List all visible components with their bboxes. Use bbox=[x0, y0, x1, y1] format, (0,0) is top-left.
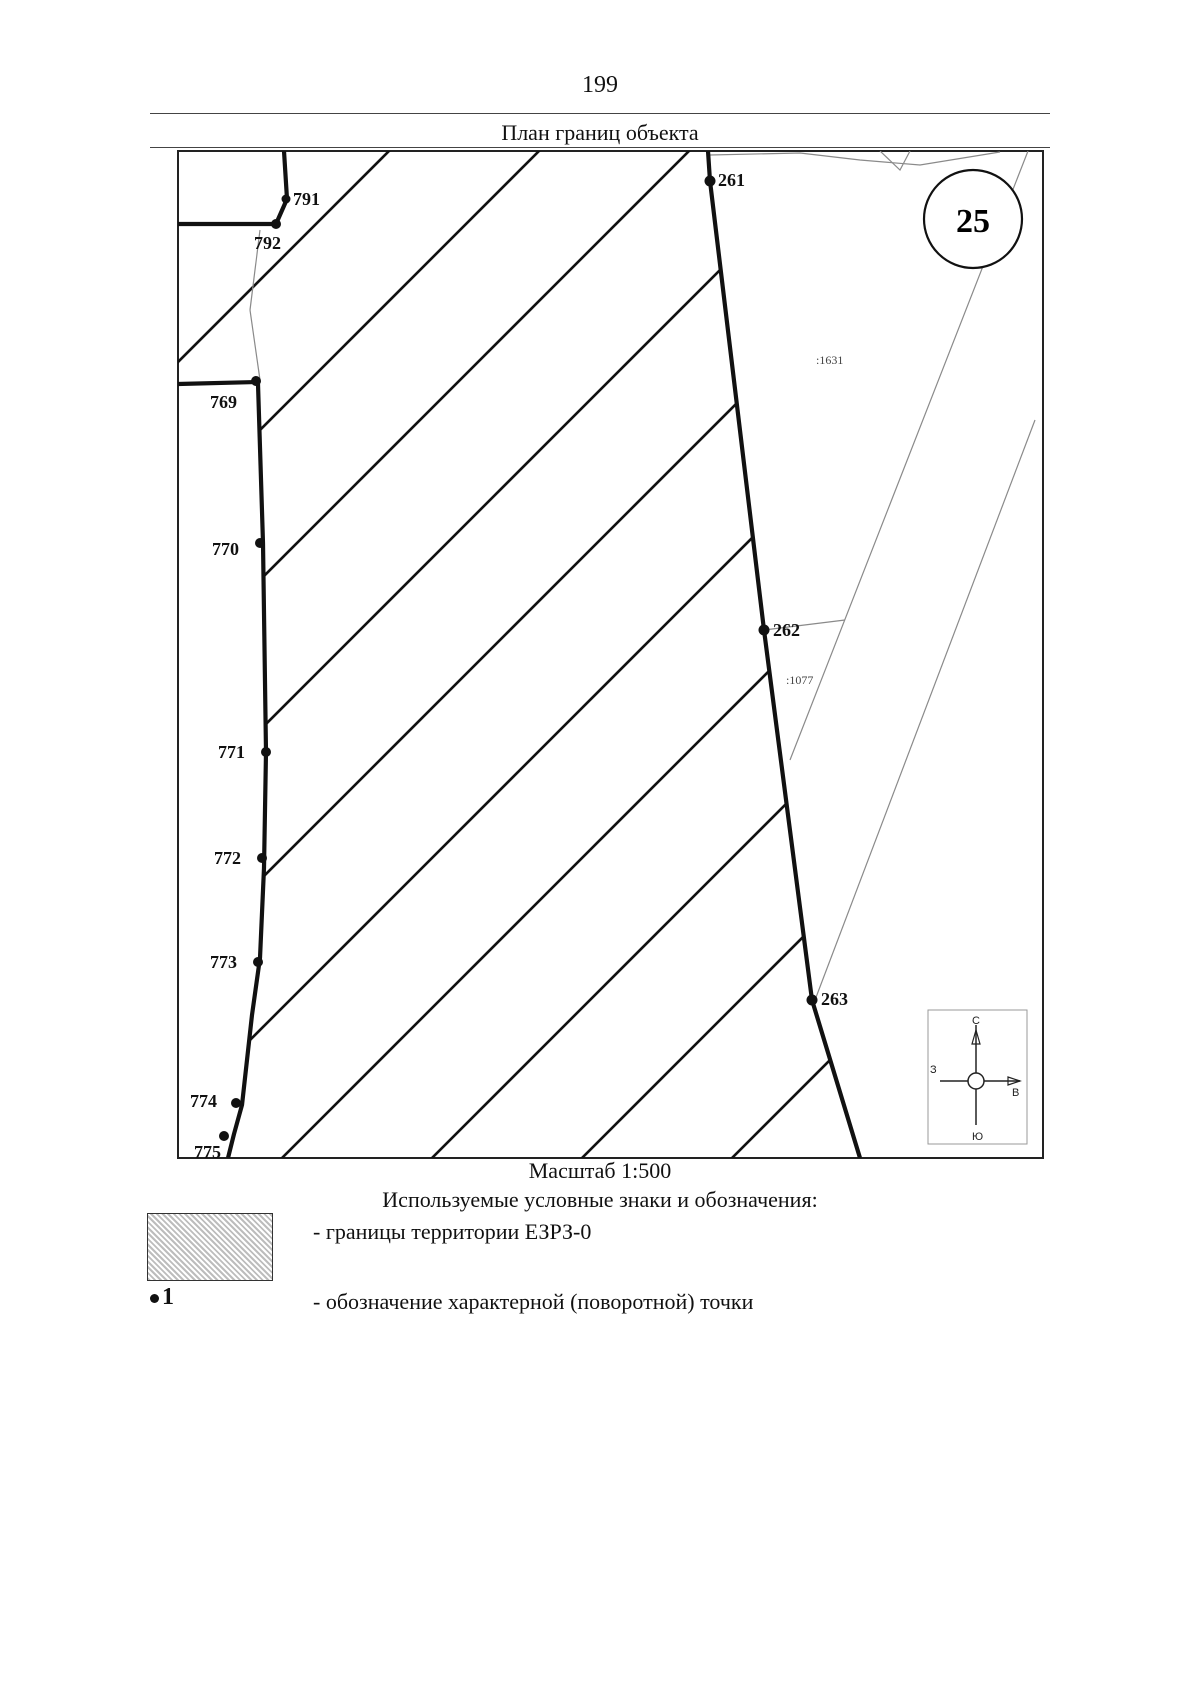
point-771-marker bbox=[261, 747, 271, 757]
legend-item-territory-text: - границы территории ЕЗРЗ-0 bbox=[313, 1219, 592, 1244]
compass-west: З bbox=[930, 1064, 937, 1076]
map-frame-border bbox=[178, 151, 1043, 1158]
point-262-marker bbox=[759, 625, 770, 636]
compass-east: В bbox=[1012, 1087, 1020, 1099]
parcel-label-1077: :1077 bbox=[786, 673, 814, 687]
point-792-marker bbox=[271, 219, 281, 229]
point-262-label: 262 bbox=[773, 620, 800, 640]
legend-hatched-swatch bbox=[147, 1213, 273, 1281]
point-771-label: 771 bbox=[218, 742, 245, 762]
legend-point-marker-label: 1 bbox=[162, 1284, 174, 1310]
map-scale: Масштаб 1:500 bbox=[528, 1158, 672, 1183]
point-263-label: 263 bbox=[821, 989, 848, 1009]
page-number: 199 bbox=[582, 72, 618, 98]
parcel-label-1631: :1631 bbox=[816, 353, 844, 367]
sheet-number: 25 bbox=[956, 203, 990, 240]
legend-item-point-text: - обозначение характерной (поворотной) точки bbox=[313, 1289, 754, 1314]
point-770-label: 770 bbox=[212, 539, 239, 559]
point-769-label: 769 bbox=[210, 392, 237, 412]
legend-heading: Используемые условные знаки и обозначения: bbox=[382, 1187, 818, 1212]
point-772-marker bbox=[257, 853, 267, 863]
point-775-marker bbox=[219, 1131, 229, 1141]
legend-point-dot bbox=[150, 1294, 159, 1303]
point-261-marker bbox=[705, 176, 716, 187]
map-title: План границ объекта bbox=[501, 120, 699, 145]
point-773-marker bbox=[253, 957, 263, 967]
point-770-marker bbox=[255, 538, 265, 548]
point-261-label: 261 bbox=[718, 170, 745, 190]
point-792-label: 792 bbox=[254, 233, 281, 253]
point-791-marker bbox=[282, 195, 291, 204]
point-775-label: 775 bbox=[194, 1142, 221, 1162]
legend-point-symbol bbox=[150, 1284, 174, 1311]
compass-north: С bbox=[972, 1015, 980, 1027]
point-791-label: 791 bbox=[293, 189, 320, 209]
point-772-label: 772 bbox=[214, 848, 241, 868]
compass-rose bbox=[928, 1010, 1027, 1144]
compass-south: Ю bbox=[972, 1131, 984, 1143]
point-773-label: 773 bbox=[210, 952, 237, 972]
point-774-label: 774 bbox=[190, 1091, 217, 1111]
point-263-marker bbox=[807, 995, 818, 1006]
point-769-marker bbox=[251, 376, 261, 386]
point-774-marker bbox=[231, 1098, 241, 1108]
